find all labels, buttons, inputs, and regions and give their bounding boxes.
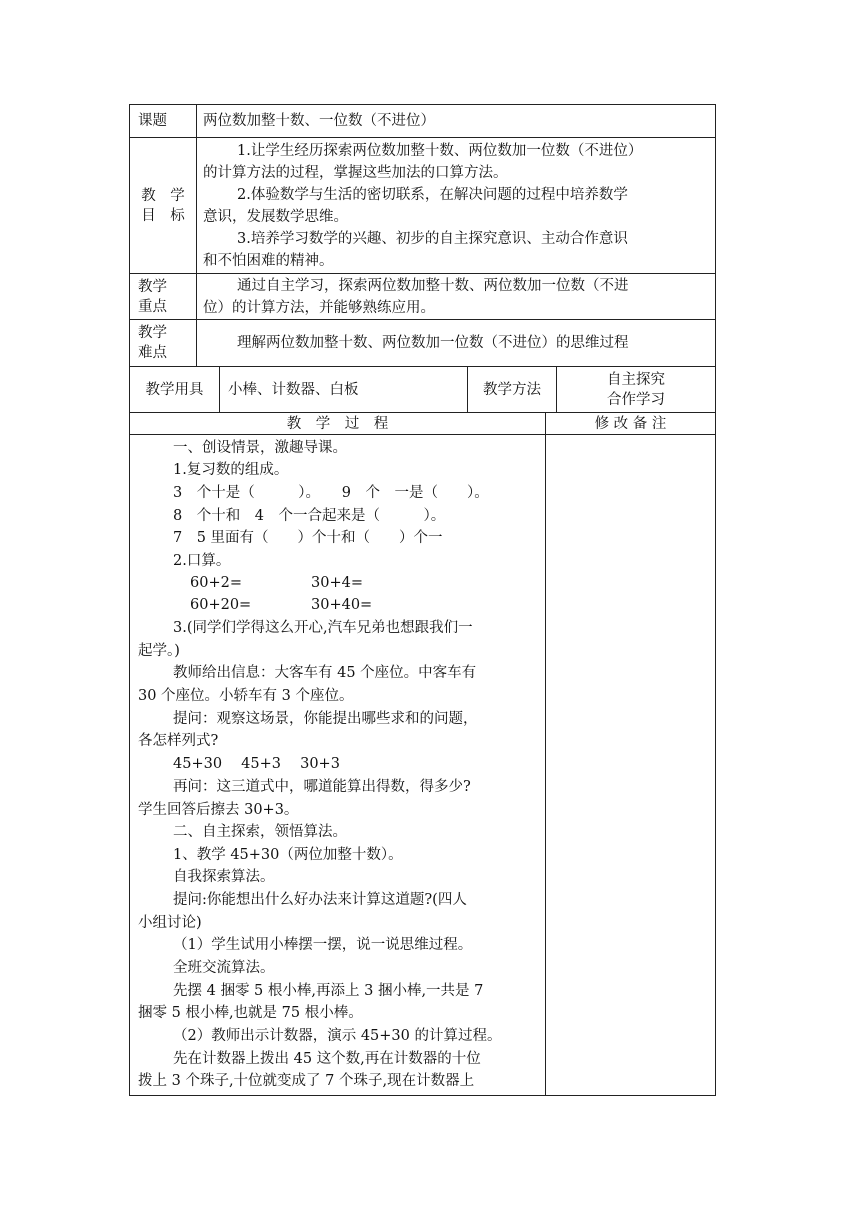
process-header: 教 学 过 程 xyxy=(286,415,389,432)
process-line-25: 先摆 4 捆零 5 根小棒,再添上 3 捆小棒,一共是 7 xyxy=(173,983,484,999)
process-line-17: 学生回答后擦去 30+3。 xyxy=(138,802,299,818)
process-line-13: 提问：观察这场景，你能提出哪些求和的问题， xyxy=(173,711,478,727)
process-line-19: 1、教学 45+30（两位加整十数）。 xyxy=(173,847,403,863)
process-line-22: 小组讨论) xyxy=(138,915,202,931)
goals-line-5: 3.培养学习数学的兴趣、初步的自主探究意识、主动合作意识 xyxy=(237,231,628,247)
tools-value: 小棒、计数器、白板 xyxy=(228,381,359,398)
col-sep-process xyxy=(545,412,546,1096)
process-line-2: 1.复习数的组成。 xyxy=(173,462,289,478)
goals-label-line1: 教 学 xyxy=(141,187,185,204)
process-line-9: 3.(同学们学得这么开心,汽车兄弟也想跟我们一 xyxy=(173,620,473,636)
process-line-27: （2）教师出示计数器，演示 45+30 的计算过程。 xyxy=(173,1028,502,1044)
process-line-20: 自我探索算法。 xyxy=(173,869,275,885)
goals-line-6: 和不怕困难的精神。 xyxy=(203,253,334,269)
key-points-label xyxy=(130,274,196,319)
difficulties-label-line1: 教学 xyxy=(138,325,167,341)
process-line-6: 2.口算。 xyxy=(173,553,231,569)
process-line-28: 先在计数器上拨出 45 这个数,再在计数器的十位 xyxy=(173,1051,481,1067)
oral-right-2: 30+40= xyxy=(311,597,373,613)
process-line-29: 拨上 3 个珠子,十位就变成了 7 个珠子,现在计数器上 xyxy=(138,1073,475,1089)
row-sep-6 xyxy=(129,434,716,435)
goals-line-3: 2.体验数学与生活的密切联系，在解决问题的过程中培养数学 xyxy=(237,187,628,203)
key-points-line-1: 通过自主学习，探索两位数加整十数、两位数加一位数（不进 xyxy=(237,278,629,294)
border-bottom xyxy=(129,1095,716,1096)
border-top xyxy=(129,104,716,105)
process-line-3: 3 个十是（ ）。 9 个 一是（ ）。 xyxy=(173,485,489,501)
goals-label-line2: 目 标 xyxy=(141,207,185,224)
topic-label: 课题 xyxy=(138,113,167,129)
col-sep-label xyxy=(196,104,197,366)
process-line-11: 教师给出信息：大客车有 45 个座位。中客车有 xyxy=(173,665,477,681)
process-line-15: 45+30 45+3 30+3 xyxy=(173,756,340,772)
topic-value: 两位数加整十数、一位数（不进位） xyxy=(203,113,435,129)
method-value-line1: 自主探究 xyxy=(607,371,665,388)
row-sep-1 xyxy=(129,137,716,138)
key-points-label-line2: 重点 xyxy=(138,298,167,315)
difficulties-label xyxy=(130,320,196,366)
row-sep-2 xyxy=(129,273,716,274)
process-line-26: 捆零 5 根小棒,也就是 75 根小棒。 xyxy=(138,1005,363,1021)
process-line-1: 一、创设情景，激趣导课。 xyxy=(173,440,347,456)
method-value-line2: 合作学习 xyxy=(607,391,665,408)
process-line-4: 8 个十和 4 个一合起来是（ ）。 xyxy=(173,508,446,524)
process-line-12: 30 个座位。小轿车有 3 个座位。 xyxy=(138,688,354,704)
process-line-10: 起学。) xyxy=(138,643,180,659)
process-line-16: 再问：这三道式中，哪道能算出得数，得多少? xyxy=(173,779,471,795)
goals-line-4: 意识，发展数学思维。 xyxy=(203,209,348,225)
difficulties-value: 理解两位数加整十数、两位数加一位数（不进位）的思维过程 xyxy=(237,335,629,351)
key-points-label-line1: 教学 xyxy=(138,278,167,295)
process-line-14: 各怎样列式? xyxy=(138,733,219,749)
goals-line-2: 的计算方法的过程，掌握这些加法的口算方法。 xyxy=(203,165,508,181)
process-line-5: 7 5 里面有（ ）个十和（ ）个一 xyxy=(173,530,443,546)
goals-line-1: 1.让学生经历探索两位数加整十数、两位数加一位数（不进位） xyxy=(237,143,643,159)
oral-right-1: 30+4= xyxy=(311,575,363,591)
key-points-line-2: 位）的计算方法，并能够熟练应用。 xyxy=(203,300,435,316)
process-line-7: 60+2= xyxy=(190,575,242,591)
method-value xyxy=(557,367,715,412)
difficulties-label-line2: 难点 xyxy=(138,345,167,361)
process-line-8: 60+20= xyxy=(190,597,252,613)
method-label: 教学方法 xyxy=(483,381,541,398)
process-line-24: 全班交流算法。 xyxy=(173,960,275,976)
process-line-18: 二、自主探索，领悟算法。 xyxy=(173,824,347,840)
border-right xyxy=(715,104,716,1096)
notes-header: 修 改 备 注 xyxy=(594,415,667,432)
process-line-21: 提问:你能想出什么好办法来计算这道题?(四人 xyxy=(173,892,467,908)
tools-label: 教学用具 xyxy=(145,381,204,398)
process-line-23: （1）学生试用小棒摆一摆，说一说思维过程。 xyxy=(173,937,473,953)
goals-label xyxy=(130,138,196,273)
